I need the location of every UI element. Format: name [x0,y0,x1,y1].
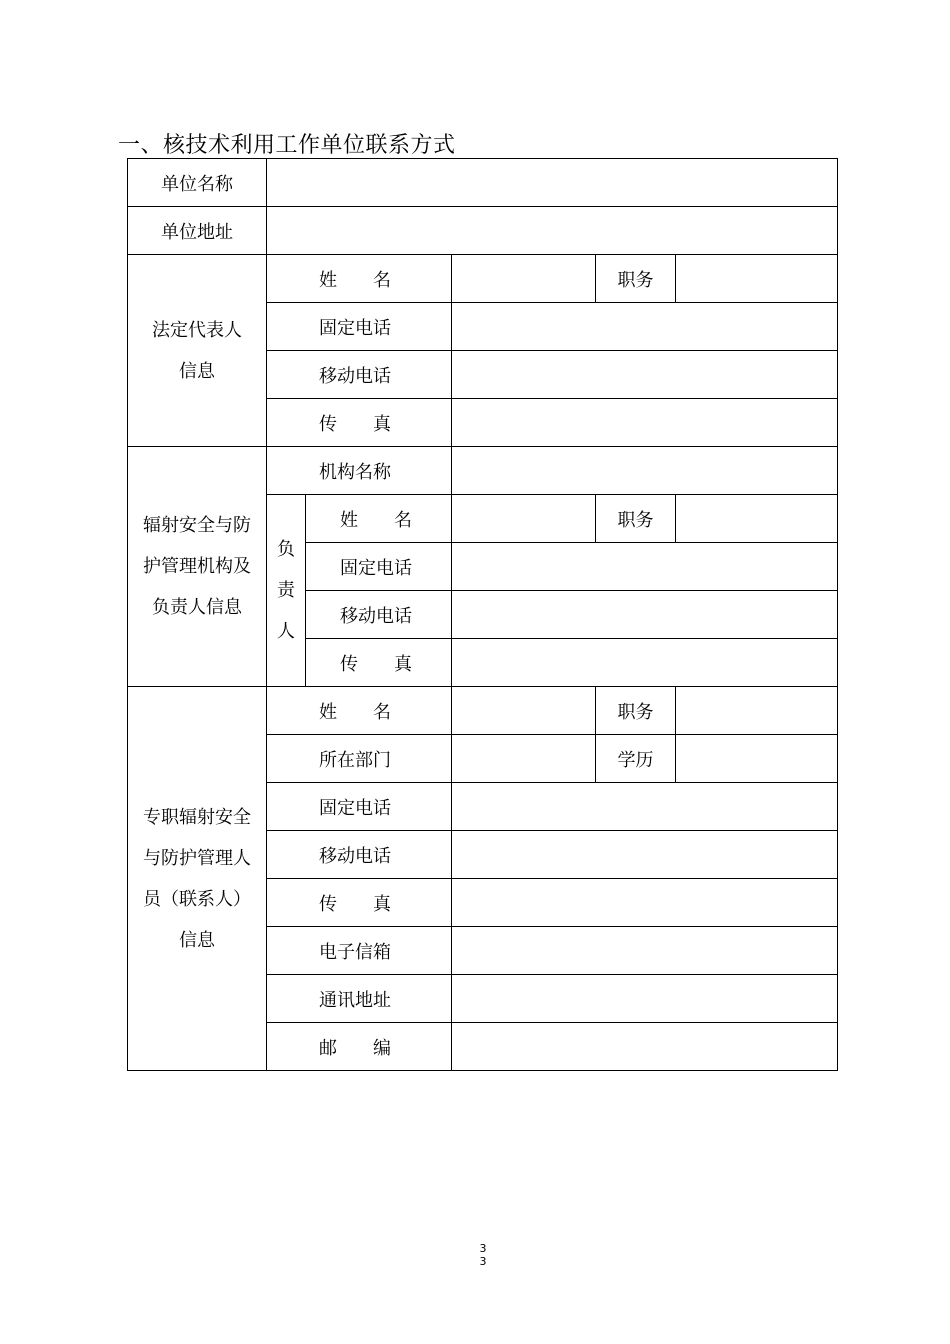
org-name-field[interactable] [452,447,838,495]
contact-position-field[interactable] [676,687,838,735]
contact-address-label: 通讯地址 [267,975,452,1023]
unit-address-label: 单位地址 [128,207,267,255]
org-person-group-label: 负 责 人 [267,495,306,687]
contact-education-field[interactable] [676,735,838,783]
contact-info-table [127,158,838,1071]
contact-name-field[interactable] [452,687,596,735]
legal-position-label: 职务 [596,255,676,303]
legal-position-field[interactable] [676,255,838,303]
unit-address-field[interactable] [267,207,838,255]
contact-dept-label: 所在部门 [267,735,452,783]
org-name-label: 机构名称 [267,447,452,495]
legal-name-field[interactable] [452,255,596,303]
contact-fax-field[interactable] [452,879,838,927]
contact-mobile-label: 移动电话 [267,831,452,879]
legal-mobile-label: 移动电话 [267,351,452,399]
contact-position-label: 职务 [596,687,676,735]
row-contact-name [128,687,838,735]
rad-org-group-label: 辐射安全与防 护管理机构及 负责人信息 [128,447,267,687]
legal-rep-group-label: 法定代表人 信息 [128,255,267,447]
row-org-name [128,447,838,495]
contact-mobile-field[interactable] [452,831,838,879]
unit-name-field[interactable] [267,159,838,207]
org-fixed-phone-field[interactable] [452,543,838,591]
page-number: 3 3 [479,1242,487,1268]
legal-fixed-phone-label: 固定电话 [267,303,452,351]
contact-education-label: 学历 [596,735,676,783]
org-person-position-label: 职务 [596,495,676,543]
legal-fax-label: 传 真 [267,399,452,447]
org-person-name-field[interactable] [452,495,596,543]
org-person-name-label: 姓 名 [306,495,452,543]
org-fixed-phone-label: 固定电话 [306,543,452,591]
contact-fixed-phone-label: 固定电话 [267,783,452,831]
contact-email-label: 电子信箱 [267,927,452,975]
row-unit-name [128,159,838,207]
contact-email-field[interactable] [452,927,838,975]
org-fax-label: 传 真 [306,639,452,687]
legal-mobile-field[interactable] [452,351,838,399]
org-mobile-label: 移动电话 [306,591,452,639]
contact-fax-label: 传 真 [267,879,452,927]
row-legal-name [128,255,838,303]
contact-name-label: 姓 名 [267,687,452,735]
contact-dept-field[interactable] [452,735,596,783]
contact-postcode-field[interactable] [452,1023,838,1071]
row-unit-address [128,207,838,255]
legal-fixed-phone-field[interactable] [452,303,838,351]
legal-fax-field[interactable] [452,399,838,447]
contact-address-field[interactable] [452,975,838,1023]
unit-name-label: 单位名称 [128,159,267,207]
org-fax-field[interactable] [452,639,838,687]
contact-group-label: 专职辐射安全 与防护管理人 员（联系人） 信息 [128,687,267,1071]
contact-fixed-phone-field[interactable] [452,783,838,831]
legal-name-label: 姓 名 [267,255,452,303]
org-person-position-field[interactable] [676,495,838,543]
contact-postcode-label: 邮 编 [267,1023,452,1071]
section-heading: 一、核技术利用工作单位联系方式 [118,133,456,158]
org-mobile-field[interactable] [452,591,838,639]
